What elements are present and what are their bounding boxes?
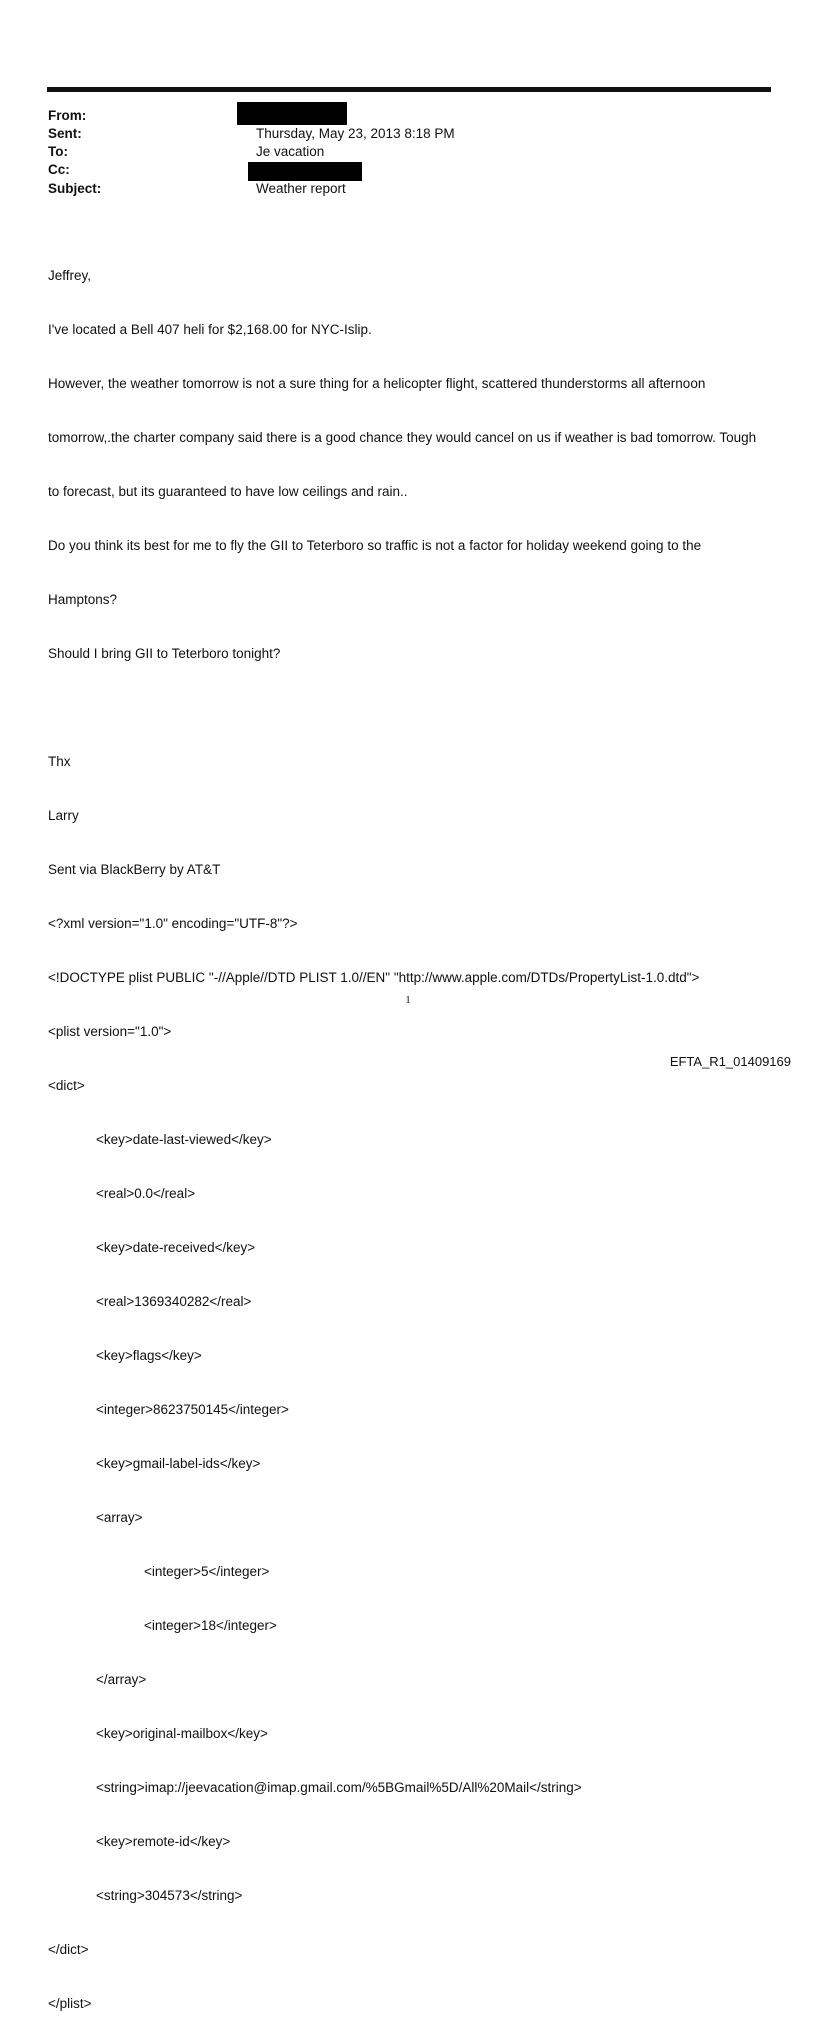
body-line: [48, 699, 778, 717]
xml-line: <real>0.0</real>: [96, 1186, 196, 1201]
body-line: Larry: [48, 808, 79, 823]
xml-line: </plist>: [48, 1996, 92, 2011]
sent-label: Sent:: [48, 126, 82, 141]
xml-line: </array>: [96, 1672, 147, 1687]
body-line: Sent via BlackBerry by AT&T: [48, 862, 221, 877]
body-line: Should I bring GII to Teterboro tonight?: [48, 646, 281, 661]
body-line: Do you think its best for me to fly the GII to Teterboro so traffic is not a factor for holiday weekend going to the: [48, 538, 702, 553]
body-line: I've located a Bell 407 heli for $2,168.00 for NYC-Islip.: [48, 322, 372, 337]
page-number: 1: [405, 994, 411, 1006]
subject-value: Weather report: [256, 181, 346, 196]
email-body: [48, 231, 778, 2031]
sent-value: Thursday, May 23, 2013 8:18 PM: [256, 126, 455, 141]
bates-number: EFTA_R1_01409169: [669, 1054, 791, 1069]
xml-line: <key>date-last-viewed</key>: [96, 1132, 272, 1147]
xml-line: <key>date-received</key>: [96, 1240, 256, 1255]
xml-line: <integer>18</integer>: [144, 1618, 277, 1633]
xml-line: <integer>8623750145</integer>: [96, 1402, 289, 1417]
xml-line: <key>original-mailbox</key>: [96, 1726, 268, 1741]
body-line: Jeffrey,: [48, 268, 92, 283]
xml-line: <integer>5</integer>: [144, 1564, 270, 1579]
xml-line: <real>1369340282</real>: [96, 1294, 252, 1309]
xml-line: <key>gmail-label-ids</key>: [96, 1456, 261, 1471]
xml-line: <?xml version="1.0" encoding="UTF-8"?>: [48, 916, 298, 931]
xml-line: </dict>: [48, 1942, 89, 1957]
xml-line: <!DOCTYPE plist PUBLIC "-//Apple//DTD PLIST 1.0//EN" "http://www.apple.com/DTDs/PropertyList-1.0.dtd">: [48, 970, 700, 985]
to-value: Je vacation: [256, 144, 325, 159]
body-line: tomorrow,.the charter company said there is a good chance they would cancel on us if weather is bad tomorrow. Tough: [48, 430, 757, 445]
xml-line: <plist version="1.0">: [48, 1024, 172, 1039]
from-label: From:: [48, 108, 87, 123]
body-line: However, the weather tomorrow is not a sure thing for a helicopter flight, scattered thunderstorms all afternoon: [48, 376, 706, 391]
xml-line: <dict>: [48, 1078, 85, 1093]
body-line: Hamptons?: [48, 592, 118, 607]
to-label: To:: [48, 144, 68, 159]
subject-label: Subject:: [48, 181, 102, 196]
header-rule: [47, 87, 771, 92]
xml-line: <key>flags</key>: [96, 1348, 202, 1363]
xml-line: <string>304573</string>: [96, 1888, 243, 1903]
xml-line: <string>imap://jeevacation@imap.gmail.com/%5BGmail%5D/All%20Mail</string>: [96, 1780, 582, 1795]
body-line: to forecast, but its guaranteed to have low ceilings and rain..: [48, 484, 408, 499]
body-line: Thx: [48, 754, 71, 769]
cc-redaction: [248, 162, 362, 181]
xml-line: <array>: [96, 1510, 143, 1525]
from-redaction: [237, 102, 347, 125]
cc-label: Cc:: [48, 162, 70, 177]
xml-line: <key>remote-id</key>: [96, 1834, 231, 1849]
